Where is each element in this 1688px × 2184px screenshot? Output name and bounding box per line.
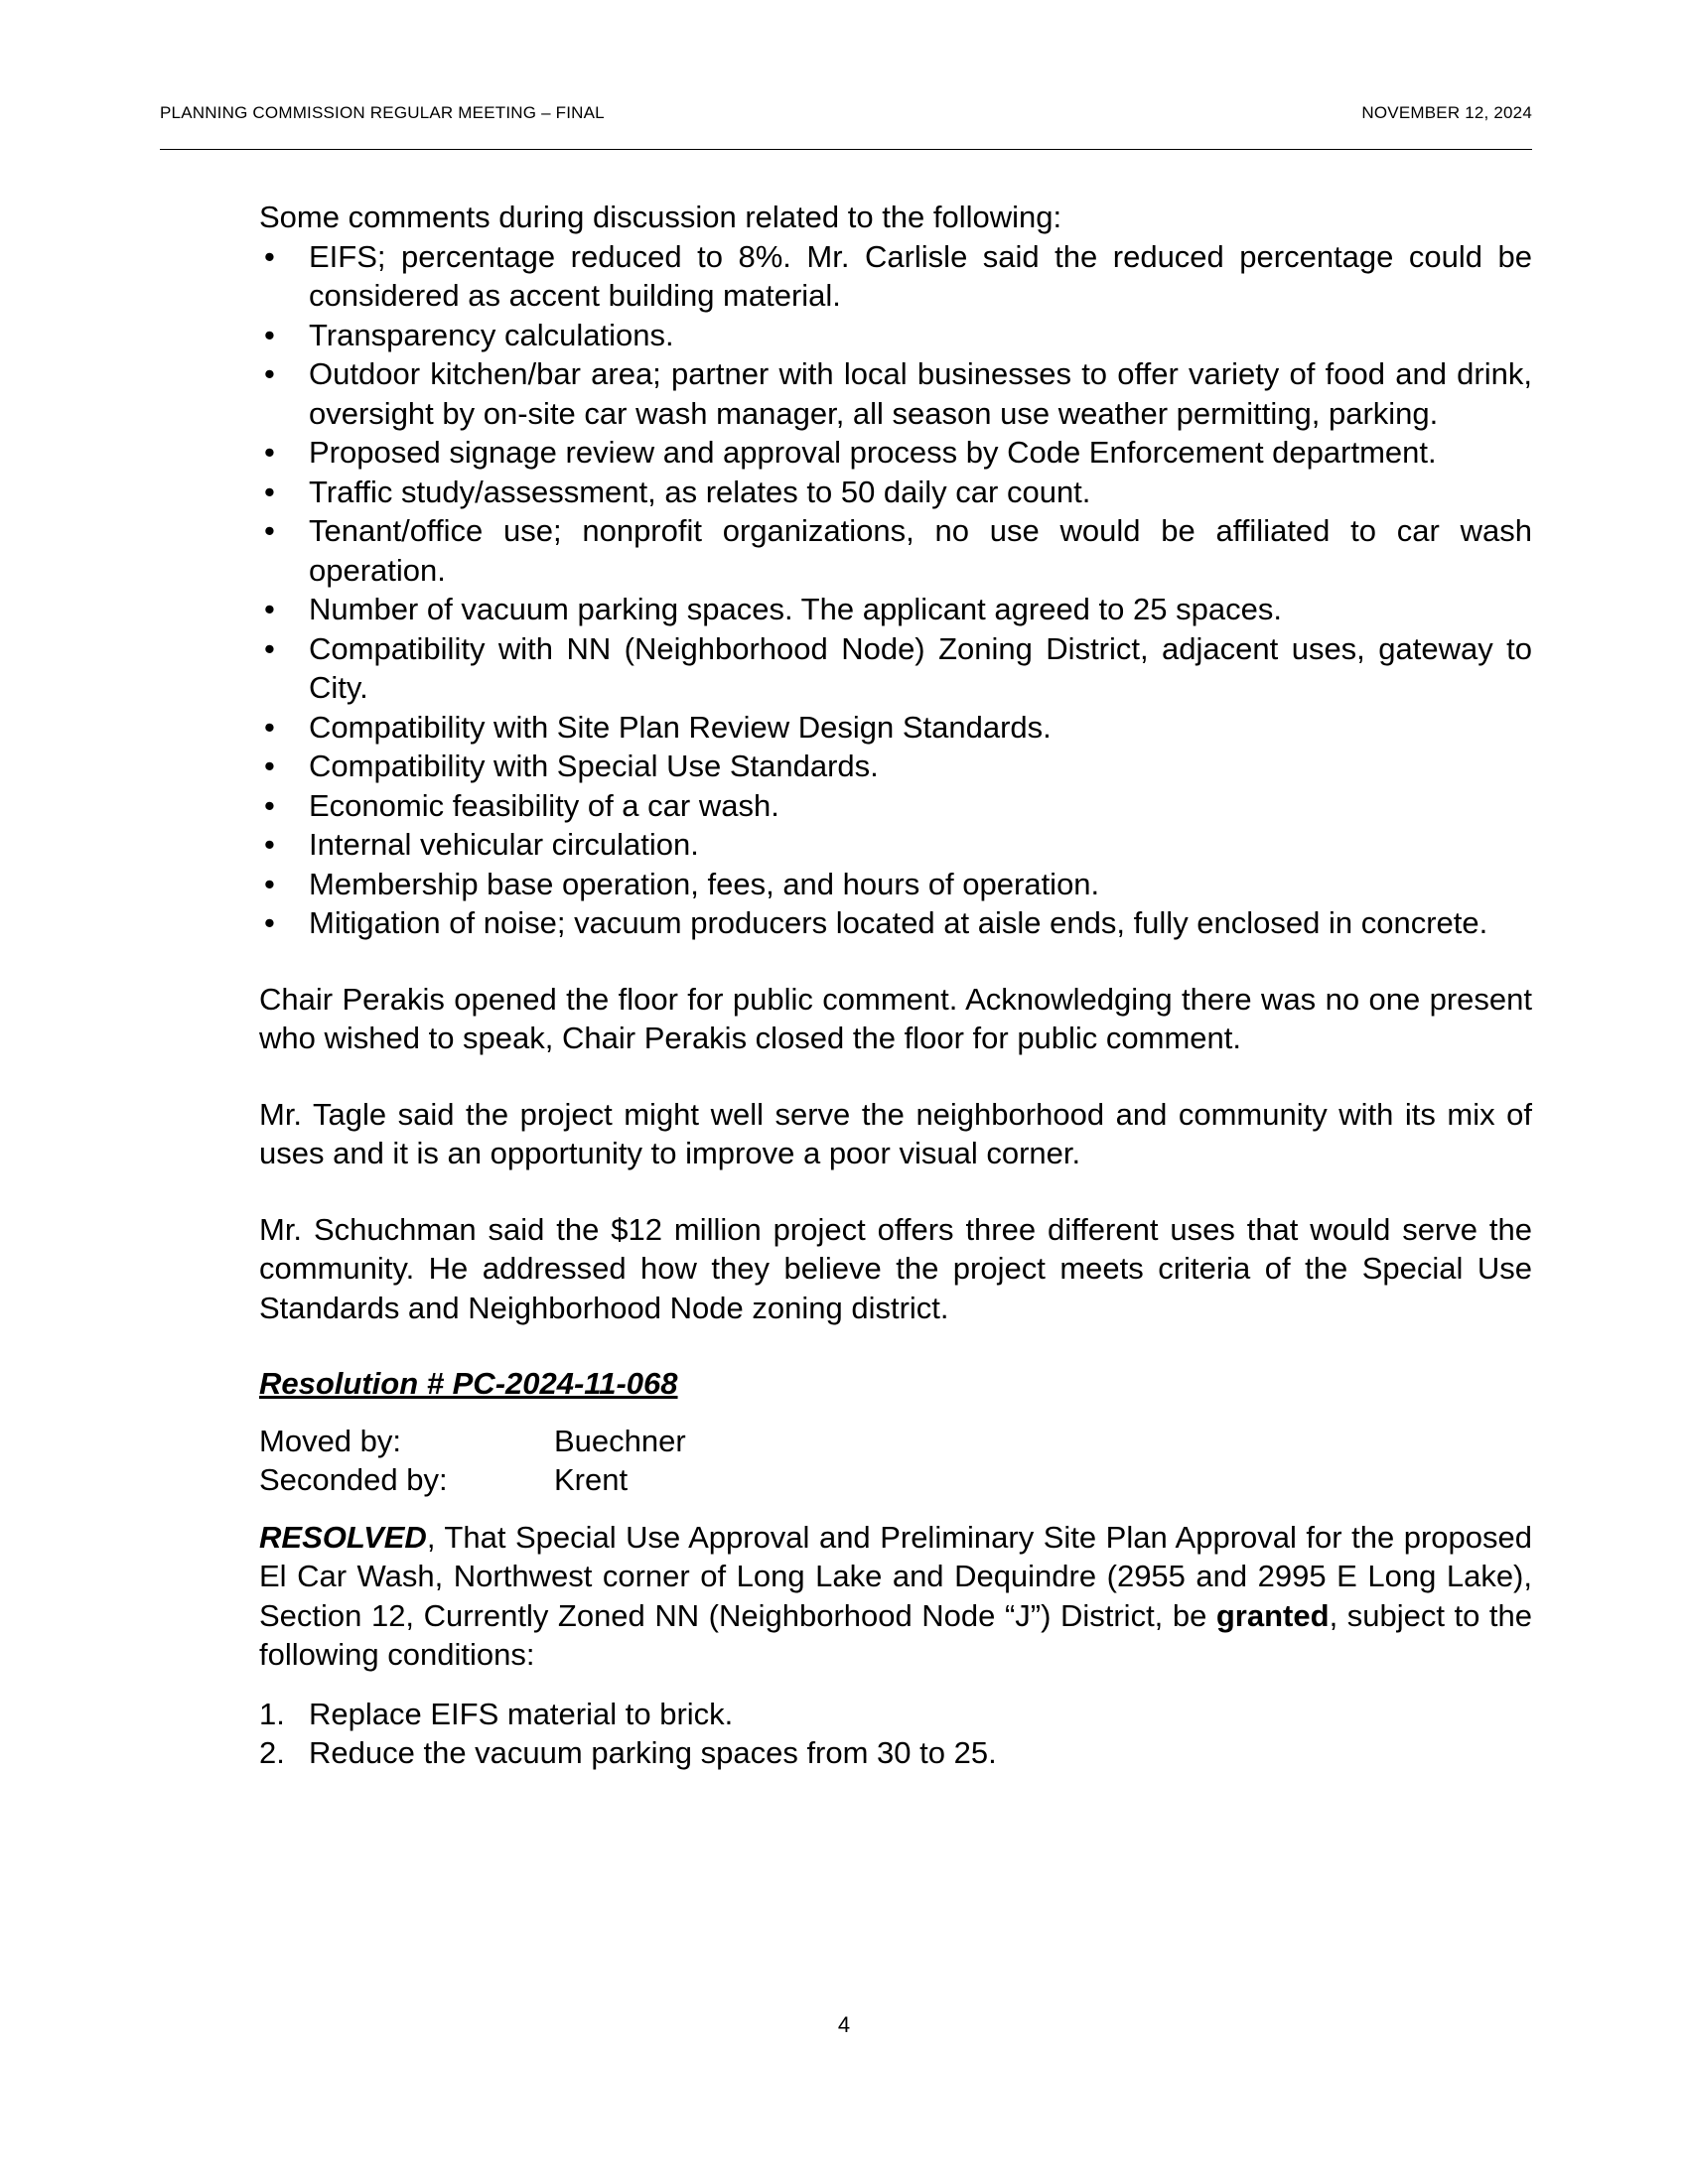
condition-text: Replace EIFS material to brick. — [309, 1696, 734, 1731]
bullet-item: • Tenant/office use; nonprofit organizations, no use would be affiliated to car wash operation. — [264, 513, 1532, 588]
motion-block — [259, 1422, 1532, 1500]
bullet-icon: • — [264, 592, 275, 626]
bullet-icon: • — [264, 787, 275, 823]
resolution-title: Resolution # PC-2024-11-068 — [259, 1366, 678, 1401]
bullet-item: • Outdoor kitchen/bar area; partner with local businesses to offer variety of food and drink, oversight by on-site car wash manager, all season use weather permitting, parking. — [264, 356, 1532, 431]
bullet-item: • Economic feasibility of a car wash. — [259, 786, 1532, 826]
public-comment-paragraph: Chair Perakis opened the floor for public comment. Acknowledging there was no one present who wished to speak, Chair Perakis closed the floor for public comment. — [259, 981, 1532, 1055]
condition-item — [259, 1733, 1532, 1773]
bullet-icon: • — [264, 356, 275, 391]
bullet-icon: • — [264, 709, 275, 745]
bullet-icon: • — [264, 513, 275, 548]
condition-item — [259, 1695, 1532, 1734]
bullet-item: • Membership base operation, fees, and hours of operation. — [259, 865, 1532, 904]
bullet-icon: • — [264, 474, 275, 509]
bullet-item: • EIFS; percentage reduced to 8%. Mr. Carlisle said the reduced percentage could be considered as accent building material. — [264, 238, 1532, 313]
document-body — [259, 198, 1532, 1773]
bullet-item: • Transparency calculations. — [259, 316, 1532, 355]
seconded-by-value: Krent — [554, 1462, 629, 1497]
bullet-item: • Proposed signage review and approval process by Code Enforcement department. — [259, 433, 1532, 473]
bullet-item: • Internal vehicular circulation. — [259, 825, 1532, 865]
bullet-icon: • — [264, 435, 275, 470]
resolved-paragraph — [259, 1518, 1532, 1675]
bullet-icon: • — [264, 749, 275, 783]
granted-text: granted — [1215, 1597, 1330, 1633]
bullet-icon: • — [264, 238, 275, 274]
conditions-list — [259, 1695, 1532, 1773]
bullet-item: • Mitigation of noise; vacuum producers located at aisle ends, fully enclosed in concrete. — [259, 903, 1532, 943]
schuchman-comment-paragraph: Mr. Schuchman said the $12 million project offers three different uses that would serve the community. He addressed how they believe the project meets criteria of the Special Use Standards and Neighborhood Node zoning district. — [259, 1211, 1532, 1325]
header-date: NOVEMBER 12, 2024 — [1361, 103, 1532, 122]
condition-text: Reduce the vacuum parking spaces from 30 to 25. — [309, 1735, 997, 1770]
header-meeting-title: PLANNING COMMISSION REGULAR MEETING – FINAL — [160, 103, 605, 122]
resolved-lead: RESOLVED — [259, 1519, 427, 1555]
bullet-icon: • — [264, 905, 275, 940]
moved-by-value: Buechner — [554, 1423, 686, 1458]
condition-number: 1. — [259, 1696, 285, 1731]
tagle-comment-paragraph: Mr. Tagle said the project might well serve the neighborhood and community with its mix of uses and it is an opportunity to improve a poor visual corner. — [259, 1096, 1532, 1170]
bullet-item: • Compatibility with Site Plan Review Design Standards. — [259, 708, 1532, 748]
bullet-icon: • — [264, 317, 275, 352]
header-divider — [160, 149, 1532, 150]
resolved-text: , That Special Use Approval and Preliminary Site Plan Approval for the proposed El Car Wash, Northwest corner of Long Lake and Dequindre (2955 and 2995 E Long Lake), Section 12, Currently Zoned NN (Neighborhood Node “J”) District, be — [259, 1519, 1532, 1633]
moved-by-row — [259, 1422, 1532, 1461]
bullet-icon: • — [264, 630, 275, 666]
bullet-icon: • — [264, 827, 275, 862]
seconded-by-row — [259, 1460, 1532, 1500]
bullet-icon: • — [264, 866, 275, 901]
bullet-item: • Compatibility with Special Use Standards. — [259, 747, 1532, 786]
condition-number: 2. — [259, 1735, 285, 1770]
discussion-intro: Some comments during discussion related to the following: — [259, 200, 1062, 234]
discussion-bullet-list — [259, 237, 1532, 943]
page-number: 4 — [837, 2012, 851, 2037]
bullet-item: • Number of vacuum parking spaces. The applicant agreed to 25 spaces. — [259, 590, 1532, 629]
seconded-by-label: Seconded by: — [259, 1462, 448, 1497]
bullet-item: • Compatibility with NN (Neighborhood Node) Zoning District, adjacent uses, gateway to City. — [264, 630, 1532, 705]
moved-by-label: Moved by: — [259, 1423, 402, 1458]
resolved-tail: , subject to the following conditions: — [259, 1597, 1532, 1672]
bullet-item: • Traffic study/assessment, as relates to 50 daily car count. — [259, 473, 1532, 512]
